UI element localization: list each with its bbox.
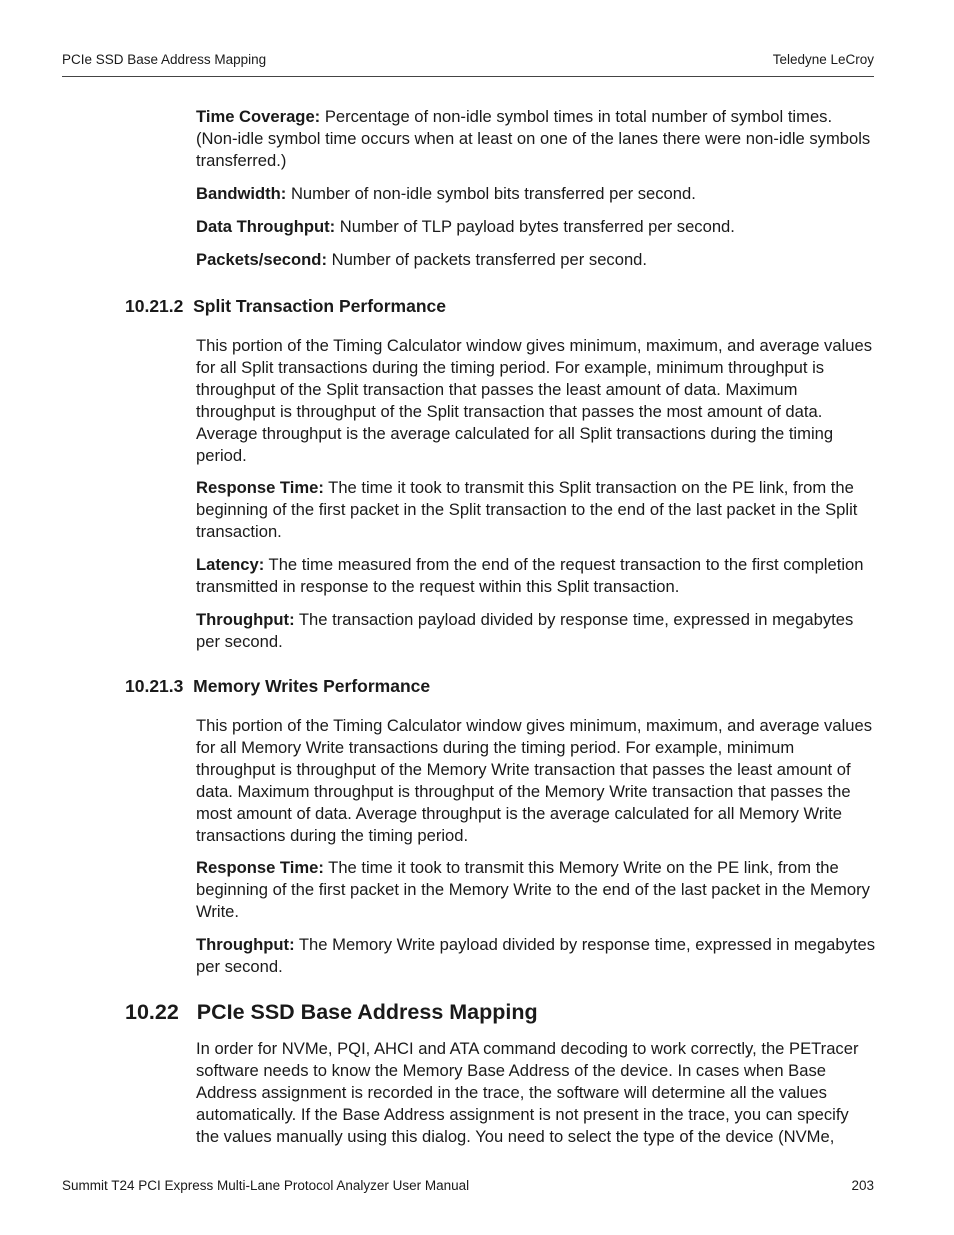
definition-time-coverage bbox=[196, 106, 876, 172]
header-company: Teledyne LeCroy bbox=[772, 52, 874, 67]
definition-throughput bbox=[196, 609, 876, 653]
definition-text: The transaction payload divided by response time, expressed in megabytes per second. bbox=[196, 609, 854, 651]
section-number: 10.22 bbox=[125, 1000, 179, 1024]
term-label: Throughput: bbox=[196, 609, 295, 629]
section-number: 10.21.3 bbox=[125, 676, 184, 696]
footer-manual-title: Summit T24 PCI Express Multi-Lane Protocol Analyzer User Manual bbox=[62, 1178, 470, 1193]
section-heading-split bbox=[125, 296, 446, 317]
section-title: Memory Writes Performance bbox=[193, 676, 431, 696]
definition-text: Number of non-idle symbol bits transferred per second. bbox=[286, 183, 696, 203]
term-label: Bandwidth: bbox=[196, 183, 287, 203]
definition-text: The time measured from the end of the request transaction to the first completion transmitted in response to the request within this Split transaction. bbox=[196, 555, 864, 597]
term-label: Latency: bbox=[196, 555, 265, 575]
definition-latency bbox=[196, 554, 876, 598]
section-body-memory-writes bbox=[196, 715, 876, 989]
page-number: 203 bbox=[851, 1178, 874, 1193]
section-body-split bbox=[196, 335, 876, 664]
section-intro: This portion of the Timing Calculator window gives minimum, maximum, and average values for all Memory Write transactions during the timing period. For example, minimum throughput is throughput of the Memory Write transaction that passes the least amount of data. Maximum throughput is throughput of the Memory Write transaction that passes the most amount of data. Average throughput is the average calculated for all Memory Write transactions during the timing period. bbox=[196, 716, 873, 845]
term-label: Throughput: bbox=[196, 935, 295, 955]
section-number: 10.21.2 bbox=[125, 296, 184, 316]
definition-data-throughput bbox=[196, 216, 876, 238]
definition-response-time bbox=[196, 857, 876, 923]
definition-text: Number of TLP payload bytes transferred per second. bbox=[335, 216, 735, 236]
definitions-top bbox=[196, 106, 876, 281]
section-heading-pcie-ssd bbox=[125, 1000, 538, 1025]
term-label: Time Coverage: bbox=[196, 107, 321, 126]
definition-text: Percentage of non-idle symbol times in total number of symbol times. (Non-idle symbol time occurs when at least on one of the lanes there were non-idle symbols transferred.) bbox=[196, 107, 871, 170]
section-heading-memory-writes bbox=[125, 676, 430, 697]
definition-text: The time it took to transmit this Split transaction on the PE link, from the beginning of the first packet in the Split transaction to the end of the last packet in the Split transaction. bbox=[196, 478, 858, 542]
definition-response-time bbox=[196, 477, 876, 543]
definition-packets-second bbox=[196, 249, 876, 271]
definition-text: Number of packets transferred per second. bbox=[326, 249, 648, 269]
term-label: Response Time: bbox=[196, 858, 324, 878]
term-label: Data Throughput: bbox=[196, 216, 336, 236]
section-intro: This portion of the Timing Calculator window gives minimum, maximum, and average values for all Split transactions during the timing period. For example, minimum throughput is throughput of the Split transaction that passes the least amount of data. Maximum throughput is throughput of the Split transaction that passes the most amount of data. Average throughput is the average calculated for all Split transactions during the timing period. bbox=[196, 336, 873, 465]
section-body-pcie-ssd bbox=[196, 1038, 876, 1159]
section-intro: In order for NVMe, PQI, AHCI and ATA command decoding to work correctly, the PETracer software needs to know the Memory Base Address of the device. In cases when Base Address assignment is recorded in the trace, the software will determine all the values automatically. If the Base Address assignment is not present in the trace, you can specify the values manually using this dialog. You need to select the type of the device (NVMe, bbox=[196, 1039, 859, 1146]
page-header bbox=[62, 50, 874, 77]
definition-text: The Memory Write payload divided by response time, expressed in megabytes per second. bbox=[196, 935, 876, 977]
definition-text: The time it took to transmit this Memory Write on the PE link, from the beginning of the first packet in the Memory Write to the end of the last packet in the Memory Write. bbox=[196, 858, 870, 922]
section-title: Split Transaction Performance bbox=[193, 296, 446, 316]
definition-bandwidth bbox=[196, 183, 876, 205]
header-section-title: PCIe SSD Base Address Mapping bbox=[62, 52, 267, 67]
section-title: PCIe SSD Base Address Mapping bbox=[196, 1000, 538, 1024]
definition-throughput bbox=[196, 934, 876, 978]
term-label: Response Time: bbox=[196, 478, 324, 498]
term-label: Packets/second: bbox=[196, 249, 327, 269]
